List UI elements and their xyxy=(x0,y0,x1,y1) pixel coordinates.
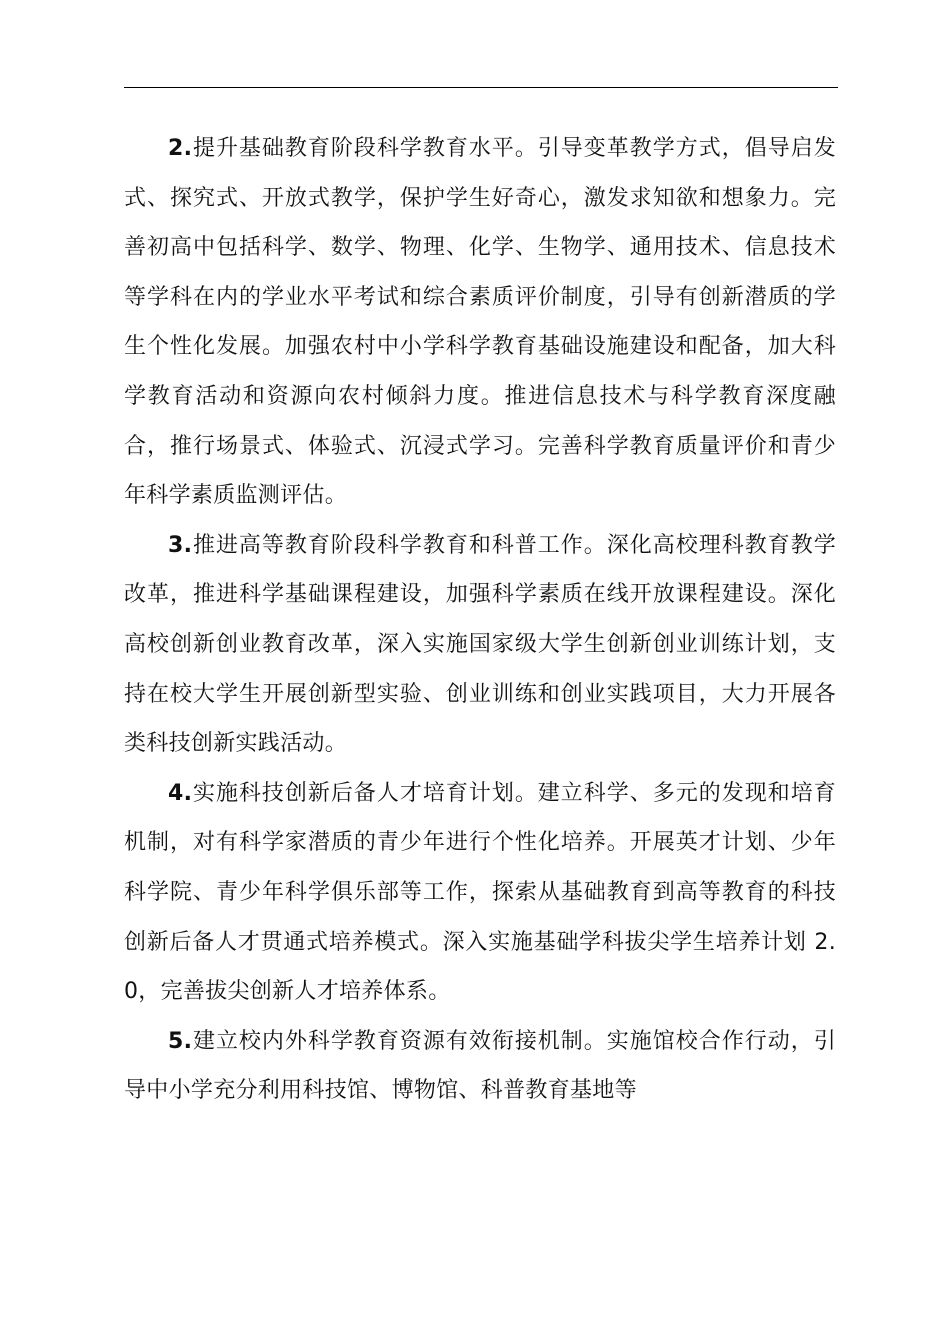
paragraph-number: 2. xyxy=(168,136,193,161)
paragraph-text: 提升基础教育阶段科学教育水平。引导变革教学方式，倡导启发式、探究式、开放式教学，保护学生好奇心，激发求知欲和想象力。完善初高中包括科学、数学、物理、化学、生物学、通用技术、信息技术等学科在内的学业水平考试和综合素质评价制度，引导有创新潜质的学生个性化发展。加强农村中小学科学教育基础设施建设和配备，加大科学教育活动和资源向农村倾斜力度。推进信息技术与科学教育深度融合，推行场景式、体验式、沉浸式学习。完善科学教育质量评价和青少年科学素质监测评估。 xyxy=(124,136,836,509)
paragraph-4 xyxy=(124,769,836,1017)
paragraph-number: 5. xyxy=(168,1028,193,1054)
paragraph-text: 建立校内外科学教育资源有效衔接机制。实施馆校合作行动，引导中小学充分利用科技馆、博物馆、科普教育基地等 xyxy=(124,1028,836,1104)
paragraph-number: 4. xyxy=(168,780,193,806)
paragraph-2 xyxy=(124,124,836,521)
paragraph-text: 实施科技创新后备人才培育计划。建立科学、多元的发现和培育机制，对有科学家潜质的青少年进行个性化培养。开展英才计划、少年科学院、青少年科学俱乐部等工作，探索从基础教育到高等教育的科技创新后备人才贯通式培养模式。深入实施基础学科拔尖学生培养计划 2.0，完善拔尖创新人才培养体系。 xyxy=(124,780,836,1005)
header-rule xyxy=(124,87,838,88)
document-body xyxy=(124,124,836,1116)
paragraph-3 xyxy=(124,521,836,769)
paragraph-5 xyxy=(124,1017,836,1116)
paragraph-number: 3. xyxy=(168,532,193,558)
paragraph-text: 推进高等教育阶段科学教育和科普工作。深化高校理科教育教学改革，推进科学基础课程建设，加强科学素质在线开放课程建设。深化高校创新创业教育改革，深入实施国家级大学生创新创业训练计划，支持在校大学生开展创新型实验、创业训练和创业实践项目，大力开展各类科技创新实践活动。 xyxy=(124,532,836,757)
